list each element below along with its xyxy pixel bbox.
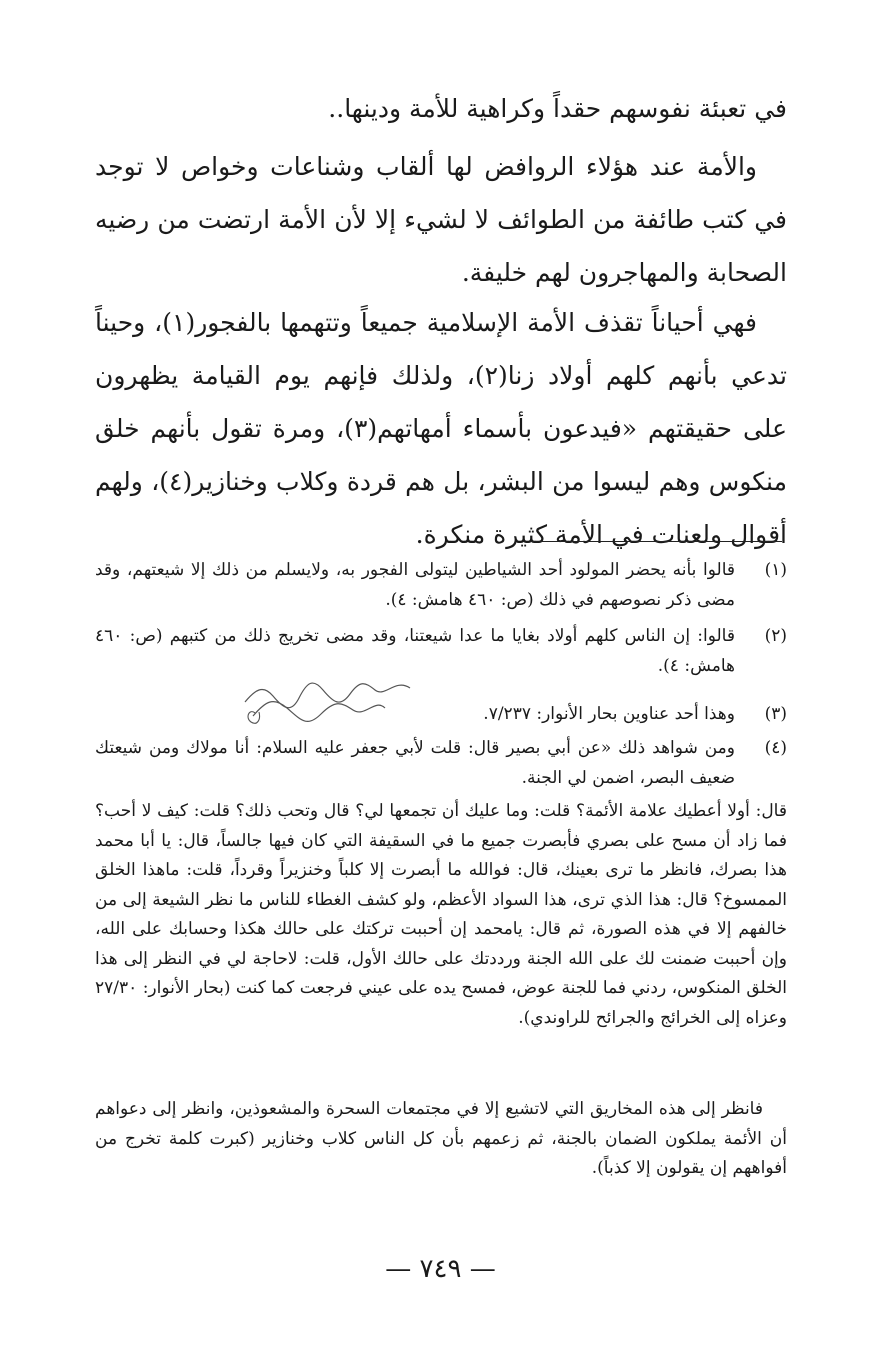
footnote-text: قالوا بأنه يحضر المولود أحد الشياطين ليتولى الفجور به، ولايسلم من ذلك إلا شيعتهم، وقد مضى ذكر نصوصهم في ذلك (ص: ٤٦٠ هامش: ٤). (95, 560, 735, 610)
footnote-text: وهذا أحد عناوين بحار الأنوار: ٧/٢٣٧. (483, 704, 735, 724)
body-paragraph-2 (95, 140, 787, 299)
paragraph-text: والأمة عند هؤلاء الروافض لها ألقاب وشناعات وخواص لا توجد في كتب طائفة من الطوائف لا لشيء إلا لأن الأمة ارتضت من رضيه الصحابة والمهاجرون لهم خليفة. (95, 152, 787, 287)
footnote-number: (٢) (764, 626, 787, 646)
page-number: — ٧٤٩ — (385, 1254, 496, 1284)
paragraph-text: في تعبئة نفوسهم حقداً وكراهية للأمة ودينها.. (328, 94, 787, 123)
footnote-3 (95, 700, 787, 730)
footnote-number: (٤) (764, 738, 787, 758)
footnote-separator (530, 541, 782, 542)
body-paragraph-3 (95, 296, 787, 561)
footnote-number: (١) (764, 560, 787, 580)
footnote-text: قالوا: إن الناس كلهم أولاد بغايا ما عدا شيعتنا، وقد مضى تخريج ذلك من كتبهم (ص: ٤٦٠ هامش: ٤). (95, 626, 735, 676)
footnote-closing-paragraph (95, 1095, 787, 1184)
footnote-4-continuation (95, 797, 787, 1033)
footnote-text: ومن شواهد ذلك «عن أبي بصير قال: قلت لأبي جعفر عليه السلام: أنا مولاك ومن شيعتك ضعيف البصر، اضمن لي الجنة. (95, 738, 735, 788)
footnote-text: فانظر إلى هذه المخاريق التي لاتشيع إلا في مجتمعات السحرة والمشعوذين، وانظر إلى دعواهم أن الأئمة يملكون الضمان بالجنة، ثم زعمهم بأن كل الناس كلاب وخنازير (كبرت كلمة تخرج من أفواههم إن يقولون إلا كذباً). (95, 1099, 787, 1178)
paragraph-text: فهي أحياناً تقذف الأمة الإسلامية جميعاً وتتهمها بالفجور(١)، وحيناً تدعي بأنهم كلهم أولاد زنا(٢)، ولذلك فإنهم يوم القيامة يظهرون على حقيقتهم «فيدعون بأسماء أمهاتهم(٣)، ومرة تقول بأنهم خلق منكوس وهم ليسوا من البشر، بل هم قردة وكلاب وخنازير(٤)، ولهم أقوال ولعنات في الأمة كثيرة منكرة. (95, 308, 787, 549)
footnote-number: (٣) (764, 704, 787, 724)
footnote-1 (95, 556, 787, 615)
footnote-4 (95, 734, 787, 793)
body-paragraph-1 (95, 82, 787, 135)
footnote-2 (95, 622, 787, 681)
footnote-text: قال: أولا أعطيك علامة الأئمة؟ قلت: وما عليك أن تجمعها لي؟ قال وتحب ذلك؟ قلت: كيف لا أحب؟ فما زاد أن مسح على بصري فأبصرت جميع ما في السقيفة التي كان فيها جالساً، قال: يا أبا محمد هذا بصرك، فانظر ما ترى بعينك، قال: فوالله ما أبصرت إلا كلباً وخنزيراً وقرداً، قلت: ماهذا الخلق الممسوخ؟ قال: هذا الذي ترى، هذا السواد الأعظم، ولو كشف الغطاء للناس ما نظر الشيعة إلى من خالفهم إلا في هذه الصورة، ثم قال: يامحمد إن أحببت تركتك على حالك هكذا وحسابك على الله، وإن أحببت ضمنت لك على الله الجنة ورددتك على حالك الأول، قلت: لاحاجة لي في النظر إلى هذا الخلق المنكوس، ردني فما للجنة عوض، فمسح يده على عيني فرجعت كما كنت (بحار الأنوار: ٢٧/٣٠ وعزاه إلى الخرائج والجرائح للراوندي). (95, 801, 787, 1028)
